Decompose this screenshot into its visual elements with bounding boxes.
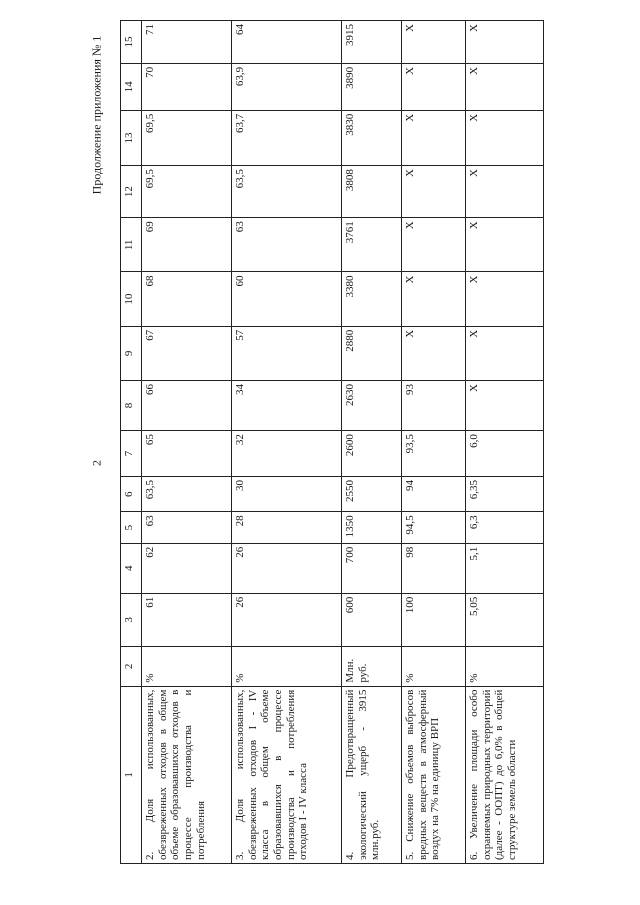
- page-number: 2: [89, 460, 104, 466]
- value-cell: X: [466, 272, 544, 326]
- table-row: [232, 21, 342, 864]
- value-cell: 64: [232, 21, 342, 64]
- value-cell: 6,3: [466, 512, 544, 543]
- value-cell: 6,0: [466, 431, 544, 477]
- value-cell: 5,05: [466, 593, 544, 646]
- header-cell: 3: [121, 593, 142, 646]
- value-cell: 57: [232, 326, 342, 380]
- value-cell: 26: [232, 543, 342, 593]
- value-cell: 3808: [342, 166, 402, 218]
- value-cell: 63: [142, 512, 232, 543]
- value-cell: 66: [142, 380, 232, 430]
- unit-cell: %: [466, 647, 544, 687]
- value-cell: 3915: [342, 21, 402, 64]
- value-cell: 32: [232, 431, 342, 477]
- value-cell: X: [466, 63, 544, 110]
- value-cell: 2600: [342, 431, 402, 477]
- value-cell: 67: [142, 326, 232, 380]
- value-cell: 63,7: [232, 110, 342, 165]
- header-cell: 4: [121, 543, 142, 593]
- value-cell: X: [466, 110, 544, 165]
- value-cell: 63,9: [232, 63, 342, 110]
- header-cell: 5: [121, 512, 142, 543]
- value-cell: 63,5: [232, 166, 342, 218]
- value-cell: 3830: [342, 110, 402, 165]
- unit-cell: Млн. руб.: [342, 647, 402, 687]
- value-cell: X: [466, 380, 544, 430]
- value-cell: 3380: [342, 272, 402, 326]
- unit-cell: %: [232, 647, 342, 687]
- header-cell: 10: [121, 272, 142, 326]
- header-cell: 2: [121, 647, 142, 687]
- rotated-table-wrapper: [120, 20, 516, 864]
- value-cell: 26: [232, 593, 342, 646]
- value-cell: 34: [232, 380, 342, 430]
- value-cell: 61: [142, 593, 232, 646]
- header-cell: 15: [121, 21, 142, 64]
- value-cell: 60: [232, 272, 342, 326]
- value-cell: 2630: [342, 380, 402, 430]
- header-cell: 7: [121, 431, 142, 477]
- value-cell: X: [402, 272, 466, 326]
- indicator-cell: 5. Снижение объемов выбросов вредных веществ в атмосферный воздух на 7% на единицу ВРП: [402, 686, 466, 863]
- value-cell: 98: [402, 543, 466, 593]
- table-row: [466, 21, 544, 864]
- value-cell: 68: [142, 272, 232, 326]
- value-cell: X: [402, 166, 466, 218]
- value-cell: X: [402, 110, 466, 165]
- value-cell: X: [466, 21, 544, 64]
- value-cell: 70: [142, 63, 232, 110]
- value-cell: X: [402, 218, 466, 272]
- value-cell: 3890: [342, 63, 402, 110]
- value-cell: 62: [142, 543, 232, 593]
- table-row: [142, 21, 232, 864]
- value-cell: X: [466, 326, 544, 380]
- value-cell: X: [466, 218, 544, 272]
- indicators-table: [120, 20, 544, 864]
- value-cell: 65: [142, 431, 232, 477]
- value-cell: 94: [402, 476, 466, 511]
- value-cell: 1350: [342, 512, 402, 543]
- value-cell: 63: [232, 218, 342, 272]
- continuation-caption: Продолжение приложения № 1: [89, 35, 104, 195]
- header-cell: 12: [121, 166, 142, 218]
- value-cell: 700: [342, 543, 402, 593]
- header-cell: 9: [121, 326, 142, 380]
- value-cell: 93: [402, 380, 466, 430]
- value-cell: 2550: [342, 476, 402, 511]
- unit-cell: %: [142, 647, 232, 687]
- header-row: [121, 21, 142, 864]
- value-cell: X: [402, 326, 466, 380]
- value-cell: 600: [342, 593, 402, 646]
- value-cell: X: [466, 166, 544, 218]
- header-cell: 14: [121, 63, 142, 110]
- value-cell: 6,35: [466, 476, 544, 511]
- value-cell: 100: [402, 593, 466, 646]
- value-cell: 69,5: [142, 166, 232, 218]
- indicator-cell: 6. Увеличение площади особо охраняемых природных территорий (далее - ООПТ) до 6,0% в общей структуре земель области: [466, 686, 544, 863]
- header-cell: 6: [121, 476, 142, 511]
- value-cell: X: [402, 21, 466, 64]
- value-cell: 71: [142, 21, 232, 64]
- value-cell: 69: [142, 218, 232, 272]
- value-cell: 69,5: [142, 110, 232, 165]
- indicator-cell: 2. Доля использованных, обезвреженных отходов в общем объеме образовавшихся отходов в процессе производства и потребления: [142, 686, 232, 863]
- header-cell: 11: [121, 218, 142, 272]
- value-cell: 94,5: [402, 512, 466, 543]
- header-cell: 1: [121, 686, 142, 863]
- value-cell: 30: [232, 476, 342, 511]
- value-cell: 63,5: [142, 476, 232, 511]
- value-cell: 5,1: [466, 543, 544, 593]
- value-cell: 28: [232, 512, 342, 543]
- table-row: [402, 21, 466, 864]
- header-cell: 8: [121, 380, 142, 430]
- value-cell: 93,5: [402, 431, 466, 477]
- value-cell: 2880: [342, 326, 402, 380]
- table-row: [342, 21, 402, 864]
- header-cell: 13: [121, 110, 142, 165]
- indicator-cell: 4. Предотвращенный экологический ущерб - 3915 млн.руб.: [342, 686, 402, 863]
- value-cell: X: [402, 63, 466, 110]
- indicator-cell: 3. Доля использованных, обезвреженных отходов I - IV класса в общем объеме образовавшихся в процессе производства и потребления отходов I - IV класса: [232, 686, 342, 863]
- unit-cell: %: [402, 647, 466, 687]
- value-cell: 3761: [342, 218, 402, 272]
